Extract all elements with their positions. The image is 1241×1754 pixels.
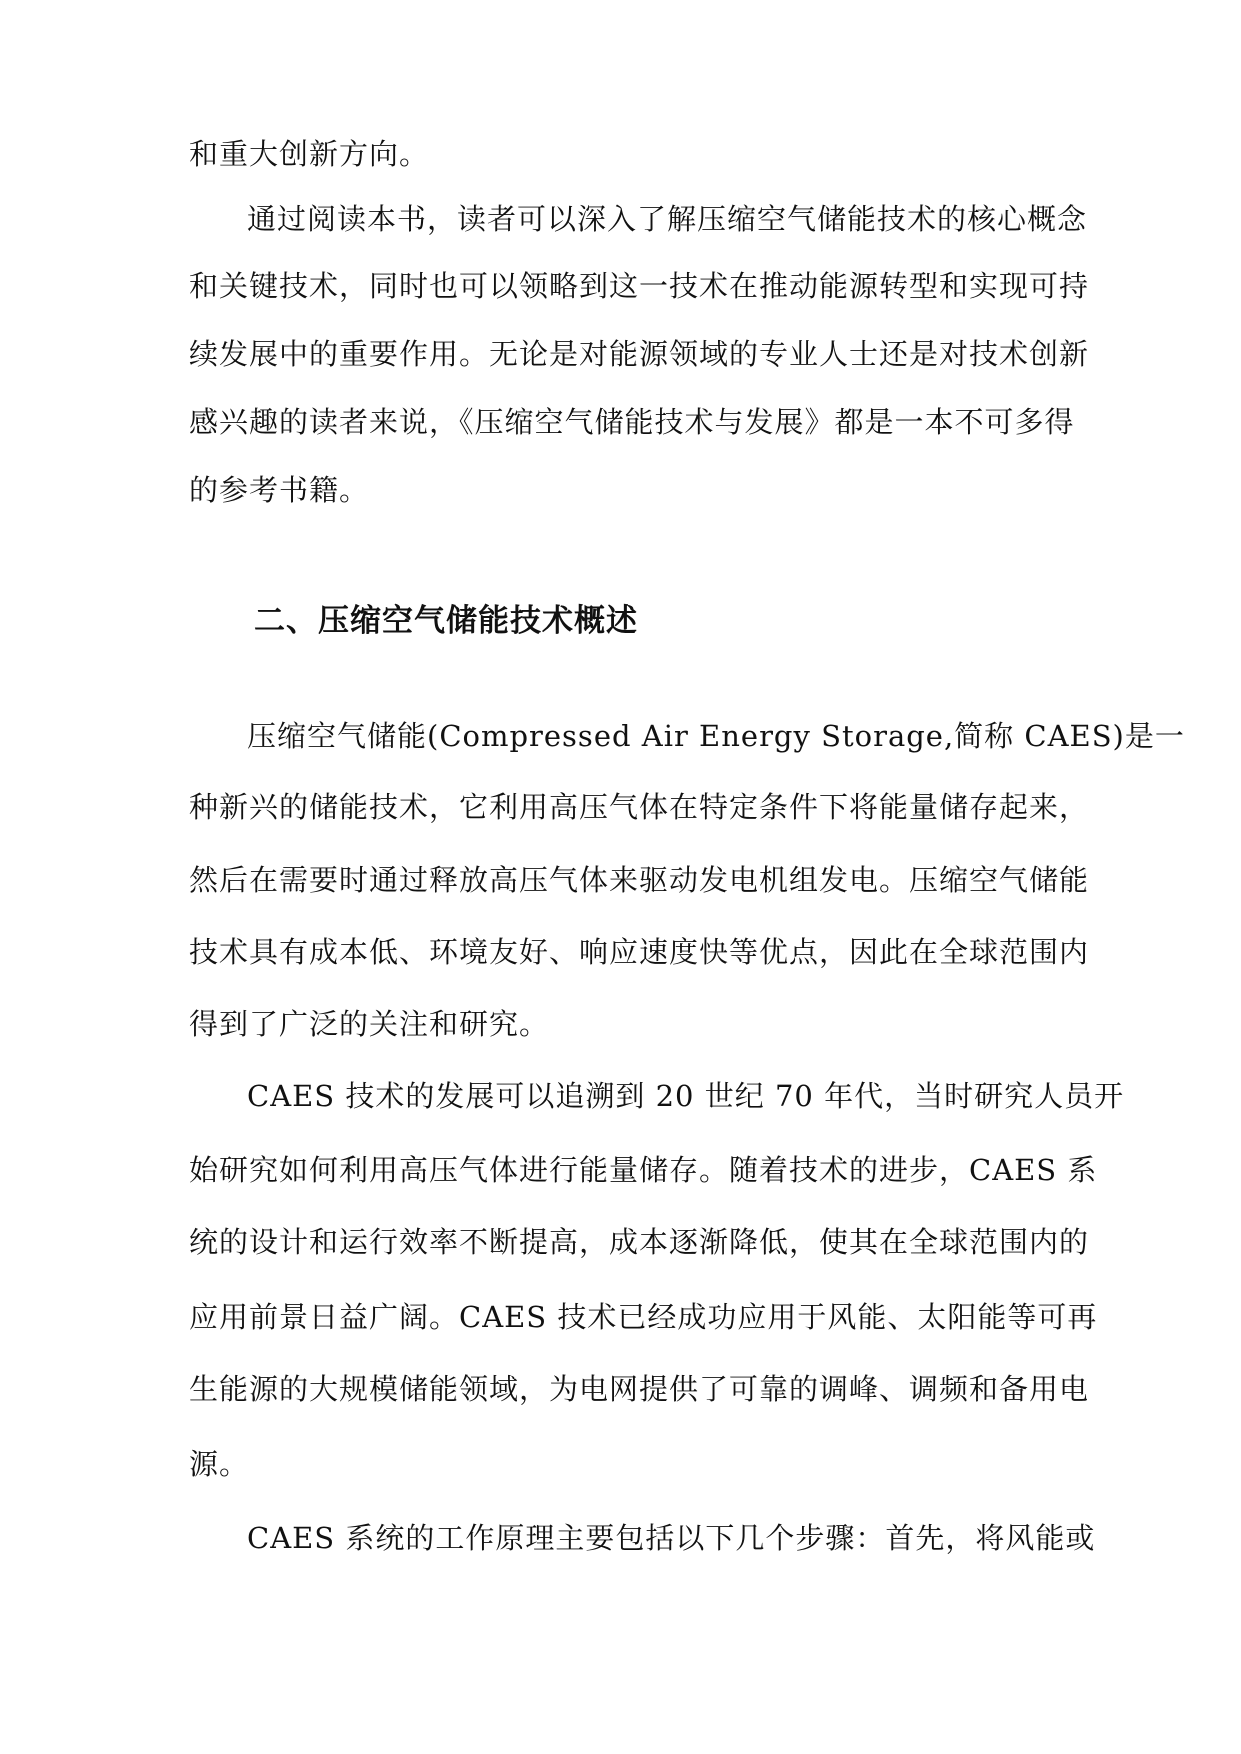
paragraph-line: 种新兴的储能技术，它利用高压气体在特定条件下将能量储存起来，: [189, 790, 1090, 824]
paragraph-line: 和关键技术，同时也可以领略到这一技术在推动能源转型和实现可持: [189, 269, 1090, 303]
paragraph-line: 续发展中的重要作用。无论是对能源领域的专业人士还是对技术创新: [189, 337, 1090, 371]
paragraph-line: 源。: [189, 1447, 250, 1481]
paragraph-line: 的参考书籍。: [189, 473, 370, 507]
paragraph-line: 应用前景日益广阔。CAES 技术已经成功应用于风能、太阳能等可再: [189, 1300, 1098, 1334]
paragraph-line: 然后在需要时通过释放高压气体来驱动发电机组发电。压缩空气储能: [189, 863, 1090, 897]
paragraph-line: 统的设计和运行效率不断提高，成本逐渐降低，使其在全球范围内的: [189, 1225, 1090, 1259]
paragraph-line: 生能源的大规模储能领域，为电网提供了可靠的调峰、调频和备用电: [189, 1372, 1090, 1406]
section-heading: 二、压缩空气储能技术概述: [254, 603, 638, 639]
paragraph-line: 和重大创新方向。: [189, 137, 430, 171]
paragraph-line: 得到了广泛的关注和研究。: [189, 1007, 550, 1041]
paragraph-line: CAES 系统的工作原理主要包括以下几个步骤：首先，将风能或: [247, 1521, 1096, 1555]
paragraph-line: 技术具有成本低、环境友好、响应速度快等优点，因此在全球范围内: [189, 935, 1090, 969]
paragraph-line: 感兴趣的读者来说，《压缩空气储能技术与发展》都是一本不可多得: [189, 405, 1075, 439]
paragraph-line: CAES 技术的发展可以追溯到 20 世纪 70 年代，当时研究人员开: [247, 1079, 1125, 1113]
paragraph-line: 始研究如何利用高压气体进行能量储存。随着技术的进步，CAES 系: [189, 1153, 1098, 1187]
paragraph-line: 通过阅读本书，读者可以深入了解压缩空气储能技术的核心概念: [247, 202, 1088, 236]
paragraph-line: 压缩空气储能(Compressed Air Energy Storage,简称 CAES)是一: [247, 719, 1185, 753]
